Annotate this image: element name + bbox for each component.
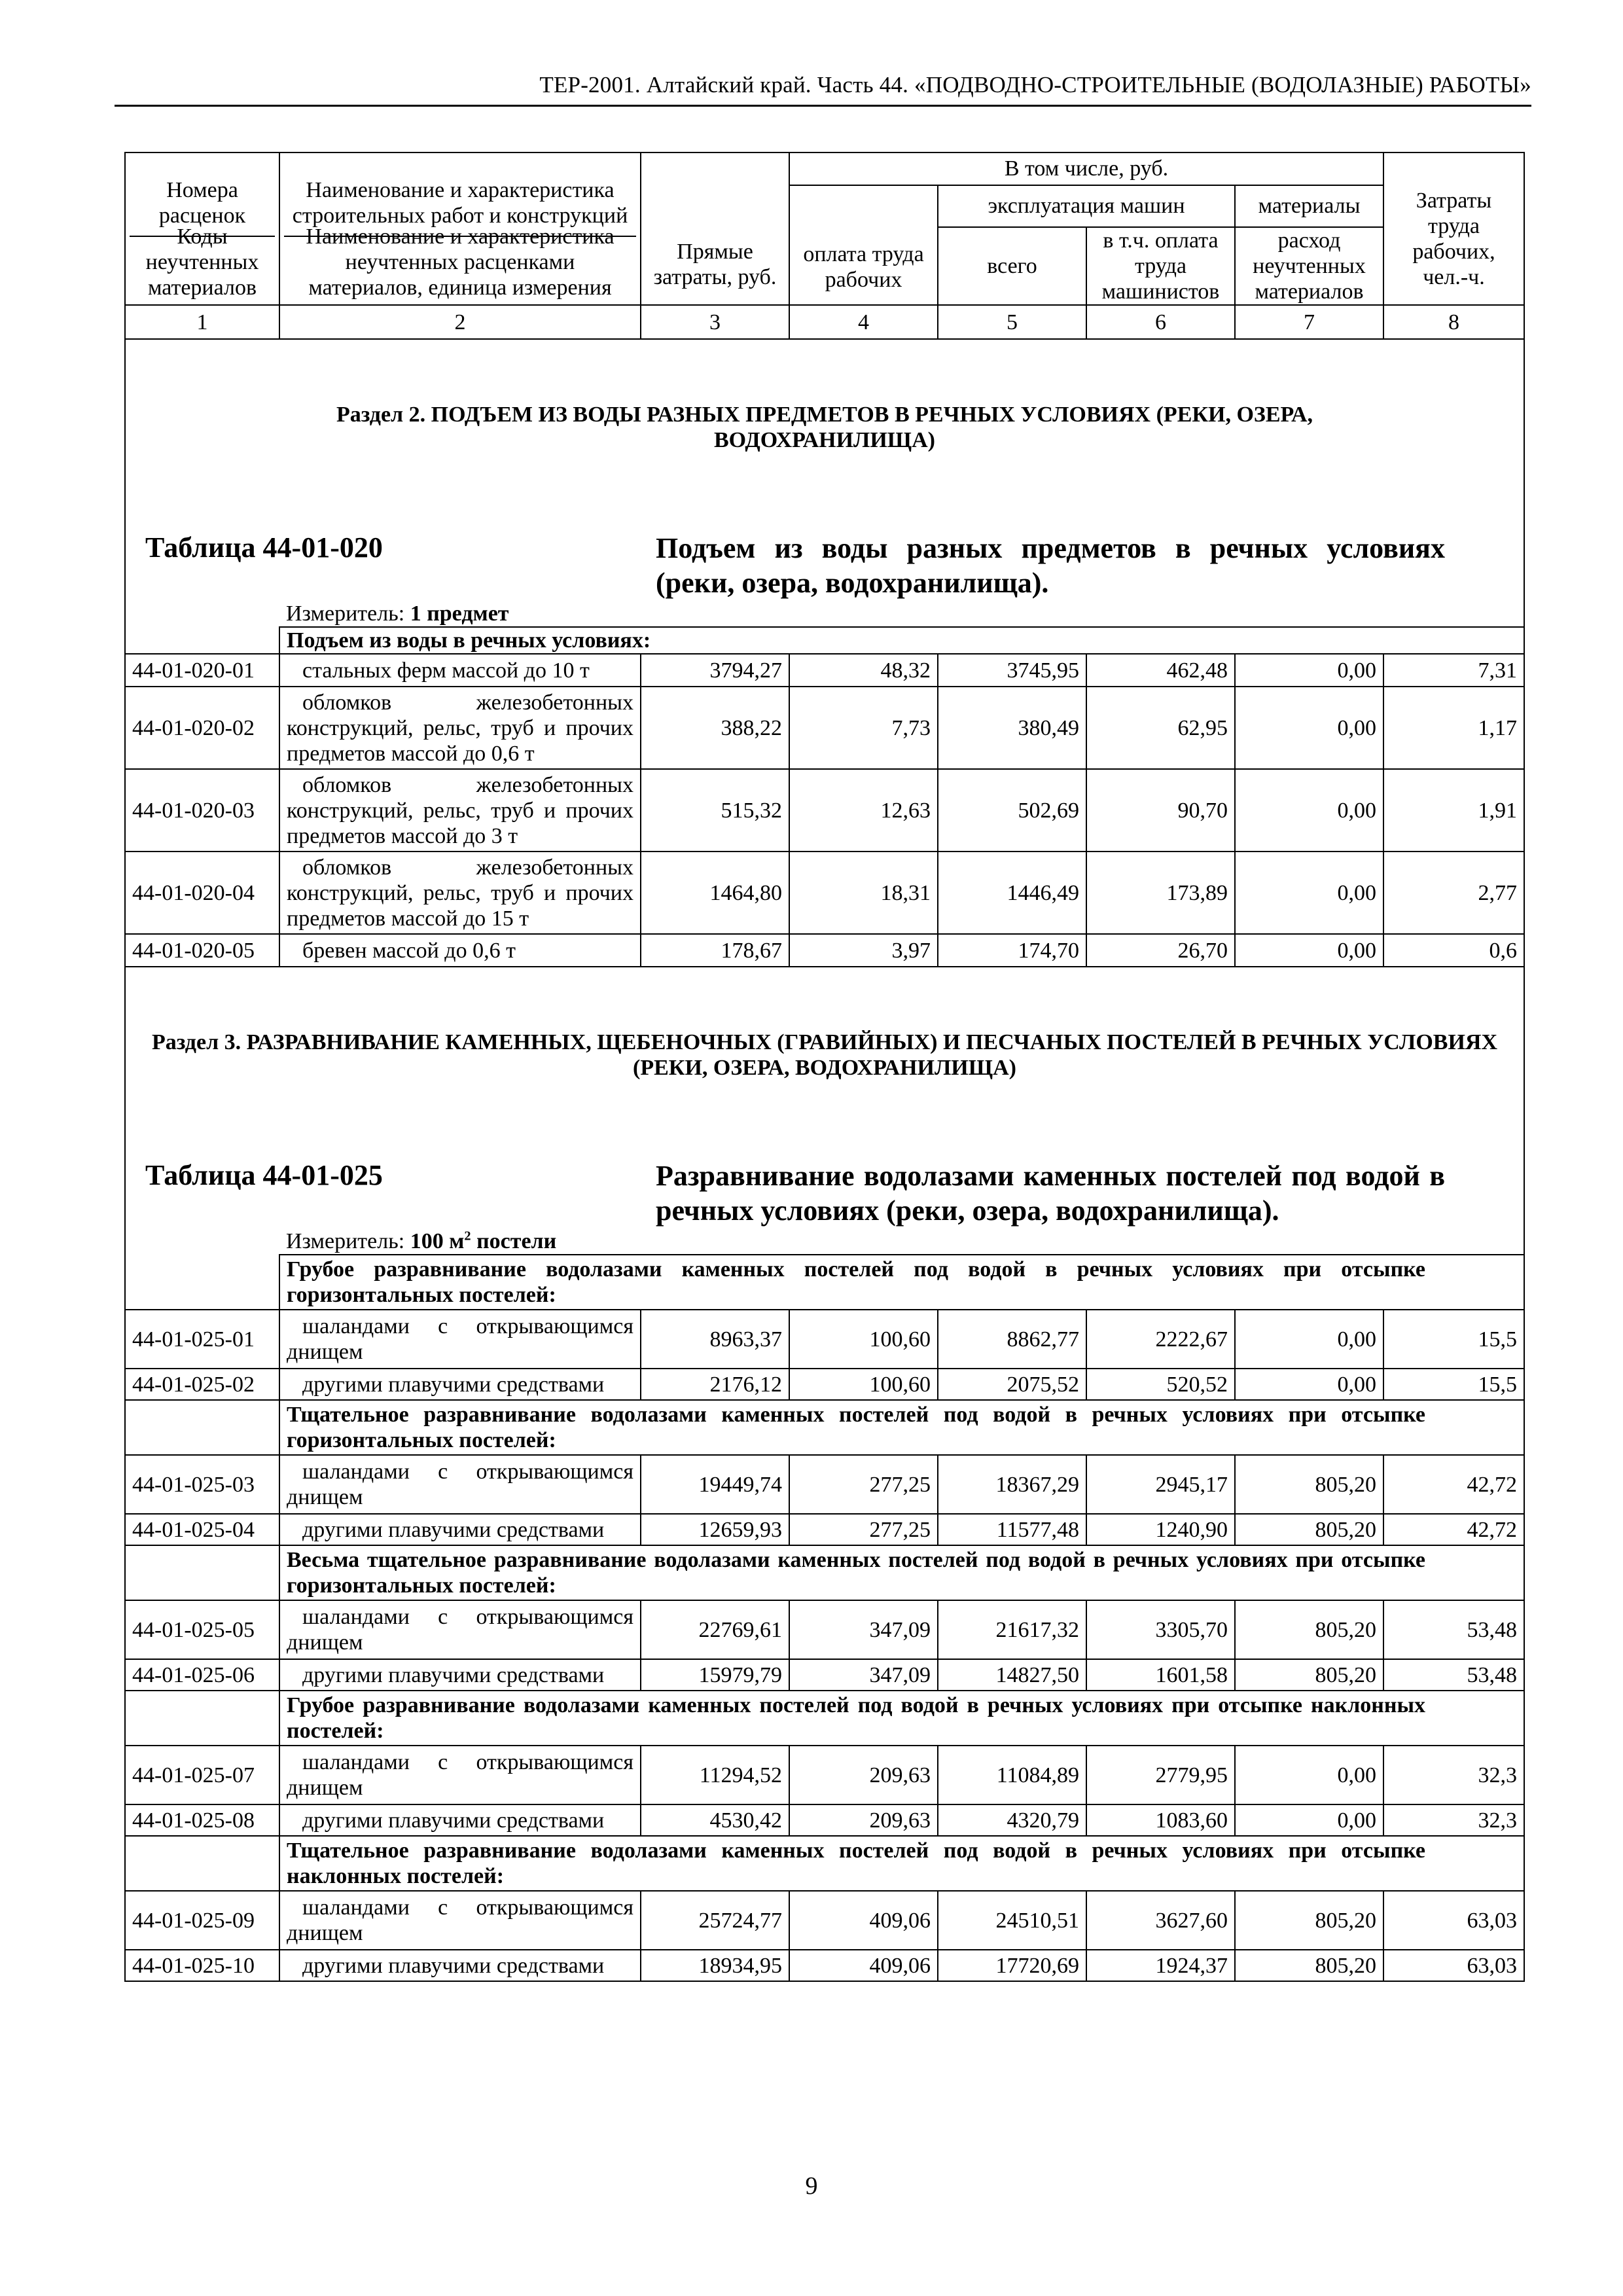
row-labor-pay: 48,32: [789, 654, 938, 687]
row-name: обломков железобетонных конструкций, рельс, труб и прочих предметов массой до 15 т: [287, 855, 633, 931]
table-row: [125, 852, 1524, 934]
row-direct-cost: 178,67: [641, 934, 789, 967]
row-name: другими плавучими средствами: [302, 1808, 605, 1833]
table-025-label: Таблица 44-01-025: [145, 1159, 383, 1192]
row-name: обломков железобетонных конструкций, рельс, труб и прочих предметов массой до 0,6 т: [287, 690, 633, 766]
row-code: 44-01-020-05: [125, 934, 279, 967]
row-code: 44-01-025-05: [125, 1600, 279, 1659]
table-row: [125, 1455, 1524, 1514]
measure-exponent: 2: [464, 1229, 471, 1244]
machines-header: эксплуатация машин: [938, 185, 1235, 227]
row-machines-total: 1446,49: [938, 852, 1086, 934]
colnum-3: 3: [641, 305, 789, 339]
row-direct-cost: 3794,27: [641, 654, 789, 687]
col4-label: оплата труда рабочих: [803, 242, 924, 293]
row-machinists-pay: 3627,60: [1086, 1891, 1235, 1950]
row-machinists-pay: 1601,58: [1086, 1659, 1235, 1691]
row-labor-hours: 1,91: [1383, 769, 1524, 852]
row-code: 44-01-020-02: [125, 687, 279, 769]
col1-header: [125, 152, 279, 305]
col2-header: [279, 152, 641, 305]
row-machines-total: 14827,50: [938, 1659, 1086, 1691]
row-code: 44-01-025-03: [125, 1455, 279, 1514]
materials-header: материалы: [1235, 185, 1383, 227]
row-code: 44-01-025-04: [125, 1514, 279, 1545]
table-020-measure-row: [125, 601, 1524, 627]
row-labor-pay: 100,60: [789, 1310, 938, 1369]
row-materials: 805,20: [1235, 1950, 1383, 1981]
row-name: шаландами с открывающимся днищем: [287, 1895, 633, 1946]
row-code: 44-01-025-07: [125, 1746, 279, 1804]
row-labor-hours: 0,6: [1383, 934, 1524, 967]
colnum-2: 2: [279, 305, 641, 339]
measure-value: 1 предмет: [410, 601, 509, 626]
row-name: другими плавучими средствами: [302, 1662, 605, 1687]
row-direct-cost: 1464,80: [641, 852, 789, 934]
row-materials: 805,20: [1235, 1600, 1383, 1659]
measure-label: Измеритель:: [286, 601, 405, 626]
row-machinists-pay: 90,70: [1086, 769, 1235, 852]
row-materials: 805,20: [1235, 1891, 1383, 1950]
col4-header: [789, 185, 938, 305]
row-labor-hours: 42,72: [1383, 1455, 1524, 1514]
page-number: 9: [805, 2172, 818, 2200]
row-machinists-pay: 2945,17: [1086, 1455, 1235, 1514]
table-025-description: Разравнивание водолазами каменных постелей под водой в речных условиях (реки, озера, водохранилища).: [656, 1160, 1445, 1227]
row-direct-cost: 2176,12: [641, 1369, 789, 1400]
row-name: шаландами с открывающимся днищем: [287, 1750, 633, 1801]
row-name: бревен массой до 0,6 т: [302, 938, 516, 963]
measure-label: Измеритель:: [286, 1229, 405, 1254]
row-materials: 805,20: [1235, 1659, 1383, 1691]
row-machines-total: 3745,95: [938, 654, 1086, 687]
row-code: 44-01-020-01: [125, 654, 279, 687]
row-code: 44-01-020-03: [125, 769, 279, 852]
row-machinists-pay: 520,52: [1086, 1369, 1235, 1400]
col2-top-label: Наименование и характеристика строительных работ и конструкций: [284, 170, 636, 237]
row-machines-total: 18367,29: [938, 1455, 1086, 1514]
row-machines-total: 4320,79: [938, 1804, 1086, 1836]
row-machines-total: 2075,52: [938, 1369, 1086, 1400]
colnum-4: 4: [789, 305, 938, 339]
row-machines-total: 17720,69: [938, 1950, 1086, 1981]
row-machinists-pay: 173,89: [1086, 852, 1235, 934]
row-code: 44-01-025-01: [125, 1310, 279, 1369]
row-labor-hours: 32,3: [1383, 1746, 1524, 1804]
group-title: Тщательное разравнивание водолазами каменных постелей под водой в речных условиях при отсыпке горизонтальных постелей:: [279, 1400, 1524, 1455]
row-machinists-pay: 462,48: [1086, 654, 1235, 687]
table-row: [125, 1804, 1524, 1836]
row-direct-cost: 4530,42: [641, 1804, 789, 1836]
row-direct-cost: 8963,37: [641, 1310, 789, 1369]
row-machines-total: 11577,48: [938, 1514, 1086, 1545]
row-machinists-pay: 1083,60: [1086, 1804, 1235, 1836]
row-machines-total: 21617,32: [938, 1600, 1086, 1659]
row-machines-total: 174,70: [938, 934, 1086, 967]
row-direct-cost: 18934,95: [641, 1950, 789, 1981]
row-code: 44-01-025-08: [125, 1804, 279, 1836]
table-row: [125, 1310, 1524, 1369]
row-labor-pay: 12,63: [789, 769, 938, 852]
measure-unit: 100 м: [410, 1229, 465, 1254]
table-025-group-row: [125, 1255, 1524, 1310]
running-header: ТЕР-2001. Алтайский край. Часть 44. «ПОДВОДНО-СТРОИТЕЛЬНЫЕ (ВОДОЛАЗНЫЕ) РАБОТЫ»: [539, 72, 1531, 98]
table-row: [125, 1600, 1524, 1659]
row-labor-hours: 63,03: [1383, 1891, 1524, 1950]
row-machines-total: 24510,51: [938, 1891, 1086, 1950]
row-labor-pay: 209,63: [789, 1746, 938, 1804]
row-labor-pay: 3,97: [789, 934, 938, 967]
row-machines-total: 8862,77: [938, 1310, 1086, 1369]
row-labor-pay: 7,73: [789, 687, 938, 769]
measure-value: [410, 1229, 557, 1253]
col1-bottom-label: Коды неучтенных материалов: [145, 224, 259, 300]
row-labor-hours: 42,72: [1383, 1514, 1524, 1545]
table-row: [125, 687, 1524, 769]
row-machinists-pay: 2779,95: [1086, 1746, 1235, 1804]
table-row: [125, 1891, 1524, 1950]
header-rule: [115, 105, 1531, 107]
table-025-group-row: [125, 1400, 1524, 1455]
row-materials: 0,00: [1235, 1804, 1383, 1836]
table-row: [125, 934, 1524, 967]
section-2-row: [125, 339, 1524, 479]
group-title: Грубое разравнивание водолазами каменных постелей под водой в речных условиях при отсыпке горизонтальных постелей:: [279, 1255, 1524, 1310]
row-materials: 0,00: [1235, 852, 1383, 934]
row-materials: 0,00: [1235, 934, 1383, 967]
table-row: [125, 1950, 1524, 1981]
row-direct-cost: 22769,61: [641, 1600, 789, 1659]
row-labor-pay: 347,09: [789, 1659, 938, 1691]
section-3-title: Раздел 3. РАЗРАВНИВАНИЕ КАМЕННЫХ, ЩЕБЕНОЧНЫХ (ГРАВИЙНЫХ) И ПЕСЧАНЫХ ПОСТЕЛЕЙ В РЕЧНЫХ УСЛОВИЯХ (РЕКИ, ОЗЕРА, ВОДОХРАНИЛИЩА): [151, 1030, 1498, 1081]
row-name: стальных ферм массой до 10 т: [302, 658, 590, 683]
row-direct-cost: 19449,74: [641, 1455, 789, 1514]
row-machinists-pay: 26,70: [1086, 934, 1235, 967]
colnum-6: 6: [1086, 305, 1235, 339]
row-name: шаландами с открывающимся днищем: [287, 1460, 633, 1510]
row-labor-hours: 32,3: [1383, 1804, 1524, 1836]
col2-bottom-label: Наименование и характеристика неучтенных расценками материалов, единица измерения: [306, 224, 615, 300]
table-row: [125, 1514, 1524, 1545]
row-code: 44-01-025-06: [125, 1659, 279, 1691]
col8-label: Затраты труда рабочих, чел.-ч.: [1412, 188, 1495, 290]
col8-header: [1383, 152, 1524, 305]
row-labor-pay: 277,25: [789, 1455, 938, 1514]
table-020-group-row: [125, 627, 1524, 654]
row-labor-hours: 15,5: [1383, 1310, 1524, 1369]
row-labor-hours: 53,48: [1383, 1659, 1524, 1691]
table-row: [125, 769, 1524, 852]
table-020-label: Таблица 44-01-020: [145, 531, 383, 564]
col3-header: [641, 152, 789, 305]
group-title: Тщательное разравнивание водолазами каменных постелей под водой в речных условиях при отсыпке наклонных постелей:: [279, 1836, 1524, 1891]
row-materials: 805,20: [1235, 1455, 1383, 1514]
row-machinists-pay: 1924,37: [1086, 1950, 1235, 1981]
row-materials: 805,20: [1235, 1514, 1383, 1545]
table-025-group-row: [125, 1545, 1524, 1600]
row-labor-pay: 277,25: [789, 1514, 938, 1545]
column-numbers-row: [125, 305, 1524, 339]
measure-suffix: постели: [471, 1229, 557, 1254]
row-name: шаландами с открывающимся днищем: [287, 1605, 633, 1655]
row-labor-hours: 63,03: [1383, 1950, 1524, 1981]
table-row: [125, 1659, 1524, 1691]
row-machines-total: 380,49: [938, 687, 1086, 769]
row-direct-cost: 515,32: [641, 769, 789, 852]
colnum-7: 7: [1235, 305, 1383, 339]
row-code: 44-01-025-02: [125, 1369, 279, 1400]
row-materials: 0,00: [1235, 1746, 1383, 1804]
col1-top-label: Номера расценок: [130, 170, 275, 237]
table-025-group-row: [125, 1836, 1524, 1891]
row-code: 44-01-020-04: [125, 852, 279, 934]
table-025-measure-row: [125, 1229, 1524, 1255]
row-machines-total: 11084,89: [938, 1746, 1086, 1804]
row-labor-pay: 409,06: [789, 1891, 938, 1950]
row-labor-pay: 409,06: [789, 1950, 938, 1981]
row-direct-cost: 12659,93: [641, 1514, 789, 1545]
table-025-group-row: [125, 1691, 1524, 1746]
colnum-8: 8: [1383, 305, 1524, 339]
group-title: Подъем из воды в речных условиях:: [279, 627, 1524, 654]
row-labor-pay: 347,09: [789, 1600, 938, 1659]
section-3-row: [125, 967, 1524, 1107]
col7-header: расход неучтенных материалов: [1235, 227, 1383, 305]
header-row-1: [125, 152, 1524, 185]
incl-header: В том числе, руб.: [789, 152, 1383, 185]
row-labor-hours: 1,17: [1383, 687, 1524, 769]
row-name: другими плавучими средствами: [302, 1953, 605, 1978]
row-direct-cost: 388,22: [641, 687, 789, 769]
table-020-title-row: [125, 479, 1524, 601]
row-code: 44-01-025-10: [125, 1950, 279, 1981]
row-labor-pay: 209,63: [789, 1804, 938, 1836]
col5-header: всего: [938, 227, 1086, 305]
col3-label: Прямые затраты, руб.: [653, 240, 777, 290]
row-machinists-pay: 3305,70: [1086, 1600, 1235, 1659]
row-name: другими плавучими средствами: [302, 1517, 605, 1542]
row-name: другими плавучими средствами: [302, 1372, 605, 1397]
row-labor-hours: 15,5: [1383, 1369, 1524, 1400]
section-2-title: Раздел 2. ПОДЪЕМ ИЗ ВОДЫ РАЗНЫХ ПРЕДМЕТОВ В РЕЧНЫХ УСЛОВИЯХ (РЕКИ, ОЗЕРА, ВОДОХРАНИЛИЩА): [336, 403, 1313, 453]
row-direct-cost: 11294,52: [641, 1746, 789, 1804]
row-labor-pay: 100,60: [789, 1369, 938, 1400]
row-labor-hours: 53,48: [1383, 1600, 1524, 1659]
group-title: Грубое разравнивание водолазами каменных постелей под водой в речных условиях при отсыпке наклонных постелей:: [279, 1691, 1524, 1746]
row-machinists-pay: 62,95: [1086, 687, 1235, 769]
row-materials: 0,00: [1235, 687, 1383, 769]
table-row: [125, 1746, 1524, 1804]
row-machines-total: 502,69: [938, 769, 1086, 852]
table-row: [125, 654, 1524, 687]
row-materials: 0,00: [1235, 1369, 1383, 1400]
row-materials: 0,00: [1235, 654, 1383, 687]
row-direct-cost: 15979,79: [641, 1659, 789, 1691]
row-materials: 0,00: [1235, 1310, 1383, 1369]
price-table: [124, 152, 1525, 1982]
row-machinists-pay: 1240,90: [1086, 1514, 1235, 1545]
row-name: шаландами с открывающимся днищем: [287, 1314, 633, 1365]
row-labor-hours: 2,77: [1383, 852, 1524, 934]
row-direct-cost: 25724,77: [641, 1891, 789, 1950]
row-labor-hours: 7,31: [1383, 654, 1524, 687]
table-020-description: Подъем из воды разных предметов в речных условиях (реки, озера, водохранилища).: [656, 532, 1445, 600]
row-labor-pay: 18,31: [789, 852, 938, 934]
row-name: обломков железобетонных конструкций, рельс, труб и прочих предметов массой до 3 т: [287, 772, 633, 848]
col6-header: в т.ч. оплата труда машинистов: [1086, 227, 1235, 305]
table-row: [125, 1369, 1524, 1400]
group-title: Весьма тщательное разравнивание водолазами каменных постелей под водой в речных условиях при отсыпке горизонтальных постелей:: [279, 1545, 1524, 1600]
row-code: 44-01-025-09: [125, 1891, 279, 1950]
row-machinists-pay: 2222,67: [1086, 1310, 1235, 1369]
colnum-5: 5: [938, 305, 1086, 339]
row-materials: 0,00: [1235, 769, 1383, 852]
table-025-title-row: [125, 1107, 1524, 1229]
colnum-1: 1: [125, 305, 279, 339]
